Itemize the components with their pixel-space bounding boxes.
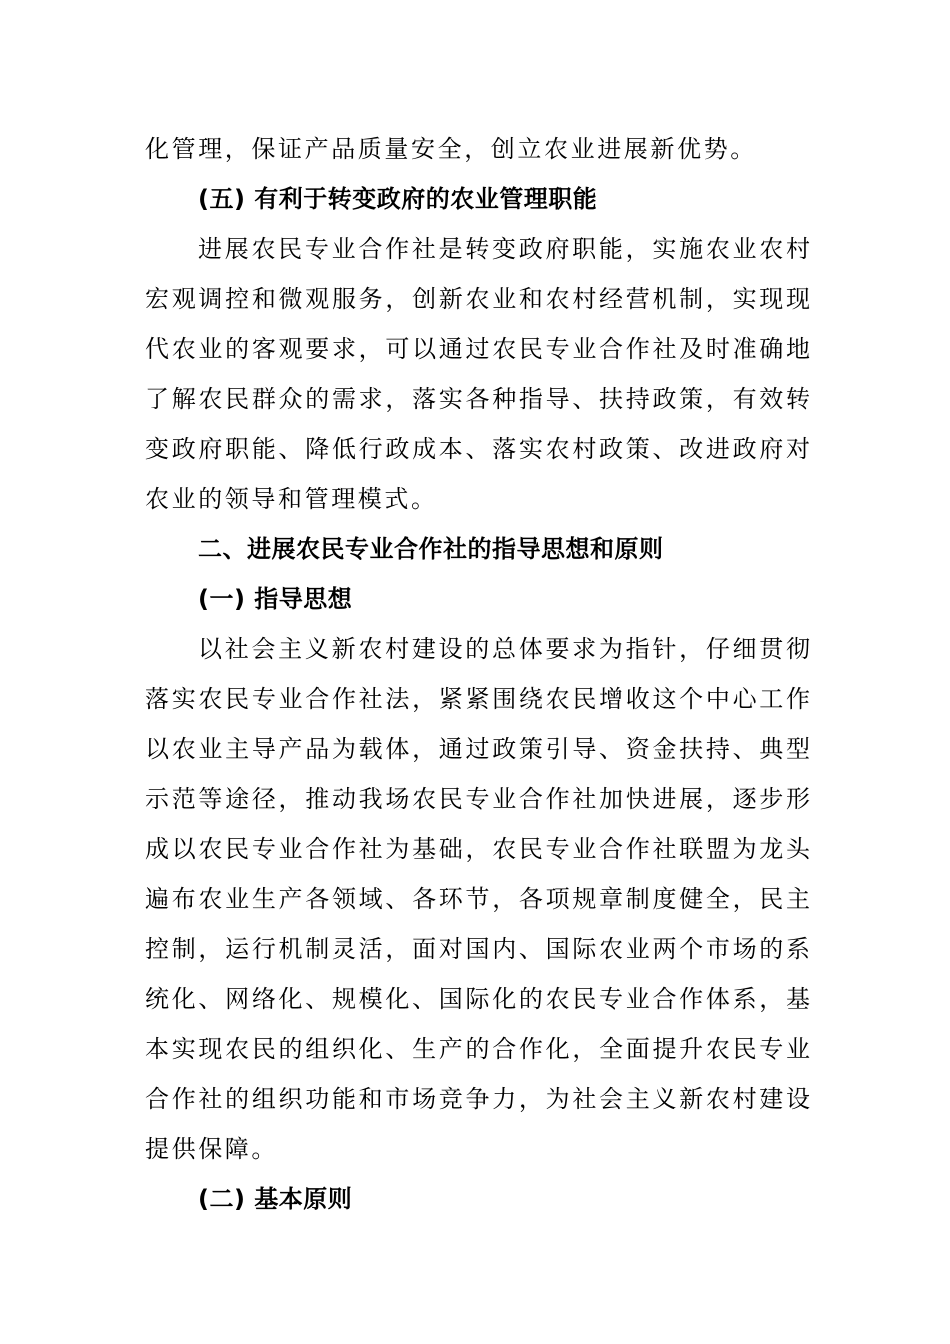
paragraph-line: 成以农民专业合作社为基础，农民专业合作社联盟为龙头 bbox=[145, 835, 810, 863]
chapter-heading: 二、进展农民专业合作社的指导思想和原则 bbox=[198, 535, 664, 563]
section-heading: (二) 基本原则 bbox=[198, 1185, 353, 1213]
paragraph-line: 遍布农业生产各领域、各环节，各项规章制度健全，民主 bbox=[145, 885, 810, 913]
paragraph-line: 统化、网络化、规模化、国际化的农民专业合作体系，基 bbox=[145, 985, 810, 1013]
paragraph-line: 进展农民专业合作社是转变政府职能，实施农业农村 bbox=[198, 235, 810, 263]
paragraph-line: 落实农民专业合作社法，紧紧围绕农民增收这个中心工作 bbox=[145, 685, 810, 713]
paragraph-line: 化管理，保证产品质量安全，创立农业进展新优势。 bbox=[145, 135, 757, 163]
paragraph-line: 代农业的客观要求，可以通过农民专业合作社及时准确地 bbox=[145, 335, 810, 363]
paragraph-line: 提供保障。 bbox=[145, 1135, 278, 1163]
paragraph-line: 本实现农民的组织化、生产的合作化，全面提升农民专业 bbox=[145, 1035, 810, 1063]
paragraph-line: 合作社的组织功能和市场竞争力，为社会主义新农村建设 bbox=[145, 1085, 810, 1113]
paragraph-line: 以社会主义新农村建设的总体要求为指针，仔细贯彻 bbox=[198, 635, 810, 663]
paragraph-line: 控制，运行机制灵活，面对国内、国际农业两个市场的系 bbox=[145, 935, 810, 963]
section-heading: (五) 有利于转变政府的农业管理职能 bbox=[198, 185, 598, 213]
section-heading: (一) 指导思想 bbox=[198, 585, 353, 613]
paragraph-line: 农业的领导和管理模式。 bbox=[145, 485, 438, 513]
paragraph-line: 宏观调控和微观服务，创新农业和农村经营机制，实现现 bbox=[145, 285, 810, 313]
paragraph-line: 示范等途径，推动我场农民专业合作社加快进展，逐步形 bbox=[145, 785, 810, 813]
paragraph-line: 变政府职能、降低行政成本、落实农村政策、改进政府对 bbox=[145, 435, 810, 463]
paragraph-line: 以农业主导产品为载体，通过政策引导、资金扶持、典型 bbox=[145, 735, 810, 763]
paragraph-line: 了解农民群众的需求，落实各种指导、扶持政策，有效转 bbox=[145, 385, 810, 413]
